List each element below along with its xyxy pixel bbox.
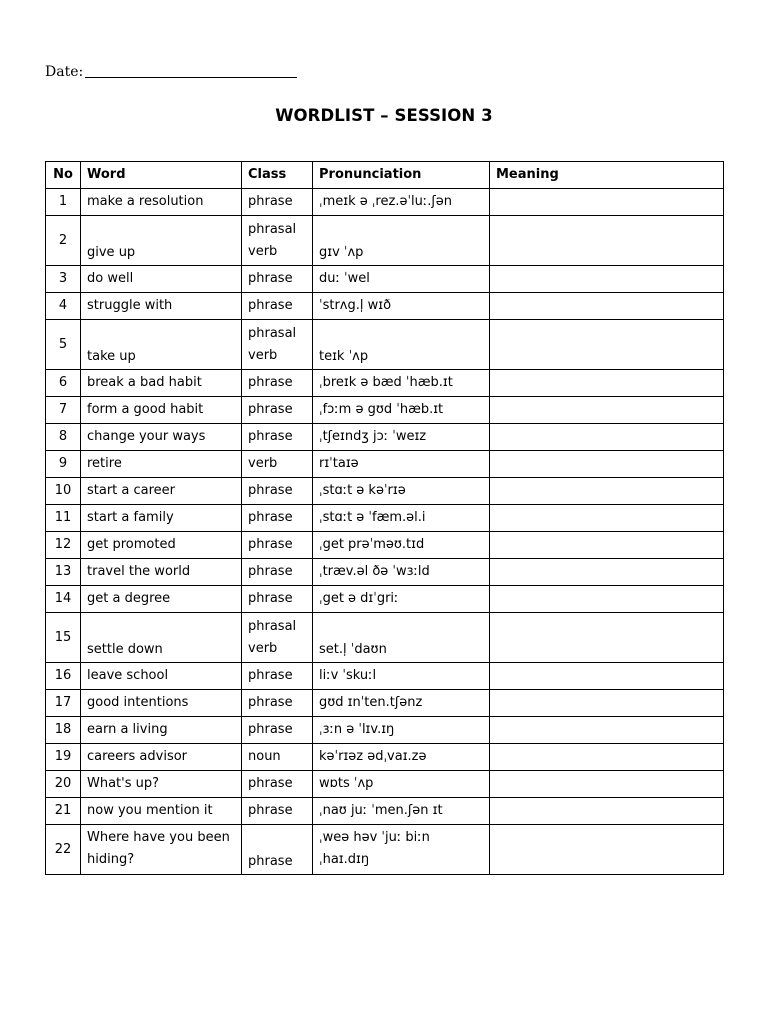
meaning-cell[interactable]	[490, 663, 724, 690]
pronunciation-cell: wɒts ˈʌp	[313, 771, 490, 798]
row-number: 8	[46, 424, 81, 451]
date-label: Date:	[45, 64, 84, 80]
pronunciation-cell: ˈstrʌg.l̩ wɪð	[313, 293, 490, 320]
word-cell: What's up?	[81, 771, 242, 798]
class-cell: phrase	[242, 717, 313, 744]
meaning-cell[interactable]	[490, 613, 724, 663]
word-cell: now you mention it	[81, 798, 242, 825]
table-row	[46, 717, 724, 744]
meaning-cell[interactable]	[490, 293, 724, 320]
row-number: 9	[46, 451, 81, 478]
pronunciation-cell: ˌmeɪk ə ˌrez.əˈluː.ʃən	[313, 189, 490, 216]
meaning-cell[interactable]	[490, 424, 724, 451]
table-row	[46, 771, 724, 798]
pronunciation-cell: teɪk ˈʌp	[313, 320, 490, 370]
meaning-cell[interactable]	[490, 825, 724, 875]
class-cell: phrase	[242, 690, 313, 717]
column-header-pronunciation: Pronunciation	[313, 162, 490, 189]
table-row	[46, 216, 724, 266]
row-number: 5	[46, 320, 81, 370]
table-row	[46, 663, 724, 690]
class-cell: phrase	[242, 505, 313, 532]
word-cell: give up	[81, 216, 242, 266]
word-cell: start a family	[81, 505, 242, 532]
class-cell: phrasal verb	[242, 216, 313, 266]
row-number: 10	[46, 478, 81, 505]
class-cell: phrase	[242, 189, 313, 216]
row-number: 17	[46, 690, 81, 717]
class-cell: phrase	[242, 424, 313, 451]
class-cell: phrase	[242, 825, 313, 875]
meaning-cell[interactable]	[490, 189, 724, 216]
meaning-cell[interactable]	[490, 266, 724, 293]
word-cell: start a career	[81, 478, 242, 505]
row-number: 1	[46, 189, 81, 216]
meaning-cell[interactable]	[490, 478, 724, 505]
pronunciation-cell: gɪv ˈʌp	[313, 216, 490, 266]
pronunciation-cell: ˌget ə dɪˈgriː	[313, 586, 490, 613]
table-header-row	[46, 162, 724, 189]
class-cell: phrase	[242, 293, 313, 320]
meaning-cell[interactable]	[490, 505, 724, 532]
pronunciation-cell: rɪˈtaɪə	[313, 451, 490, 478]
word-cell: do well	[81, 266, 242, 293]
row-number: 14	[46, 586, 81, 613]
pronunciation-cell: ˌtʃeɪndʒ jɔː ˈweɪz	[313, 424, 490, 451]
column-header-word: Word	[81, 162, 242, 189]
word-cell: take up	[81, 320, 242, 370]
table-row	[46, 189, 724, 216]
table-row	[46, 397, 724, 424]
pronunciation-cell: ˌweə həv ˈjuː biːn ˌhaɪ.dɪŋ	[313, 825, 490, 875]
table-row	[46, 320, 724, 370]
pronunciation-cell: ˌget prəˈməʊ.tɪd	[313, 532, 490, 559]
row-number: 15	[46, 613, 81, 663]
meaning-cell[interactable]	[490, 717, 724, 744]
word-cell: retire	[81, 451, 242, 478]
class-cell: phrase	[242, 478, 313, 505]
table-row	[46, 559, 724, 586]
column-header-no: No	[46, 162, 81, 189]
wordlist-table	[45, 161, 724, 875]
word-cell: form a good habit	[81, 397, 242, 424]
pronunciation-cell: duː ˈwel	[313, 266, 490, 293]
table-row	[46, 613, 724, 663]
row-number: 21	[46, 798, 81, 825]
meaning-cell[interactable]	[490, 744, 724, 771]
pronunciation-cell: ˌɜːn ə ˈlɪv.ɪŋ	[313, 717, 490, 744]
class-cell: verb	[242, 451, 313, 478]
pronunciation-cell: ˌnaʊ juː ˈmen.ʃən ɪt	[313, 798, 490, 825]
row-number: 12	[46, 532, 81, 559]
pronunciation-cell: ˌtræv.əl ðə ˈwɜːld	[313, 559, 490, 586]
table-row	[46, 532, 724, 559]
row-number: 20	[46, 771, 81, 798]
row-number: 19	[46, 744, 81, 771]
row-number: 18	[46, 717, 81, 744]
date-field	[45, 64, 297, 80]
pronunciation-cell: set.l̩ ˈdaʊn	[313, 613, 490, 663]
table-row	[46, 293, 724, 320]
row-number: 6	[46, 370, 81, 397]
meaning-cell[interactable]	[490, 771, 724, 798]
column-header-meaning: Meaning	[490, 162, 724, 189]
class-cell: phrase	[242, 798, 313, 825]
word-cell: good intentions	[81, 690, 242, 717]
table-row	[46, 451, 724, 478]
class-cell: phrase	[242, 266, 313, 293]
word-cell: settle down	[81, 613, 242, 663]
word-cell: get a degree	[81, 586, 242, 613]
class-cell: phrase	[242, 559, 313, 586]
meaning-cell[interactable]	[490, 559, 724, 586]
table-row	[46, 744, 724, 771]
class-cell: phrase	[242, 771, 313, 798]
table-row	[46, 798, 724, 825]
meaning-cell[interactable]	[490, 397, 724, 424]
class-cell: phrase	[242, 370, 313, 397]
meaning-cell[interactable]	[490, 451, 724, 478]
word-cell: break a bad habit	[81, 370, 242, 397]
pronunciation-cell: ˌstɑːt ə kəˈrɪə	[313, 478, 490, 505]
row-number: 7	[46, 397, 81, 424]
word-cell: get promoted	[81, 532, 242, 559]
pronunciation-cell: gʊd ɪnˈten.tʃənz	[313, 690, 490, 717]
row-number: 4	[46, 293, 81, 320]
table-row	[46, 825, 724, 875]
pronunciation-cell: kəˈrɪəz ədˌvaɪ.zə	[313, 744, 490, 771]
table-row	[46, 586, 724, 613]
class-cell: phrase	[242, 532, 313, 559]
word-cell: change your ways	[81, 424, 242, 451]
meaning-cell[interactable]	[490, 798, 724, 825]
word-cell: struggle with	[81, 293, 242, 320]
date-blank-line[interactable]	[85, 65, 297, 78]
word-cell: earn a living	[81, 717, 242, 744]
row-number: 3	[46, 266, 81, 293]
class-cell: noun	[242, 744, 313, 771]
word-cell: Where have you been hiding?	[81, 825, 242, 875]
class-cell: phrase	[242, 663, 313, 690]
table-body	[46, 189, 724, 875]
meaning-cell[interactable]	[490, 690, 724, 717]
pronunciation-cell: ˌbreɪk ə bæd ˈhæb.ɪt	[313, 370, 490, 397]
row-number: 22	[46, 825, 81, 875]
row-number: 16	[46, 663, 81, 690]
class-cell: phrase	[242, 586, 313, 613]
page-title: WORDLIST – SESSION 3	[275, 106, 493, 125]
row-number: 13	[46, 559, 81, 586]
row-number: 11	[46, 505, 81, 532]
meaning-cell[interactable]	[490, 586, 724, 613]
pronunciation-cell: liːv ˈskuːl	[313, 663, 490, 690]
column-header-class: Class	[242, 162, 313, 189]
meaning-cell[interactable]	[490, 532, 724, 559]
table-row	[46, 266, 724, 293]
class-cell: phrasal verb	[242, 613, 313, 663]
word-cell: make a resolution	[81, 189, 242, 216]
table-row	[46, 690, 724, 717]
meaning-cell[interactable]	[490, 320, 724, 370]
table-row	[46, 424, 724, 451]
word-cell: leave school	[81, 663, 242, 690]
row-number: 2	[46, 216, 81, 266]
meaning-cell[interactable]	[490, 370, 724, 397]
class-cell: phrasal verb	[242, 320, 313, 370]
meaning-cell[interactable]	[490, 216, 724, 266]
pronunciation-cell: ˌfɔːm ə gʊd ˈhæb.ɪt	[313, 397, 490, 424]
word-cell: travel the world	[81, 559, 242, 586]
class-cell: phrase	[242, 397, 313, 424]
table-row	[46, 478, 724, 505]
table-row	[46, 370, 724, 397]
table-row	[46, 505, 724, 532]
pronunciation-cell: ˌstɑːt ə ˈfæm.əl.i	[313, 505, 490, 532]
word-cell: careers advisor	[81, 744, 242, 771]
